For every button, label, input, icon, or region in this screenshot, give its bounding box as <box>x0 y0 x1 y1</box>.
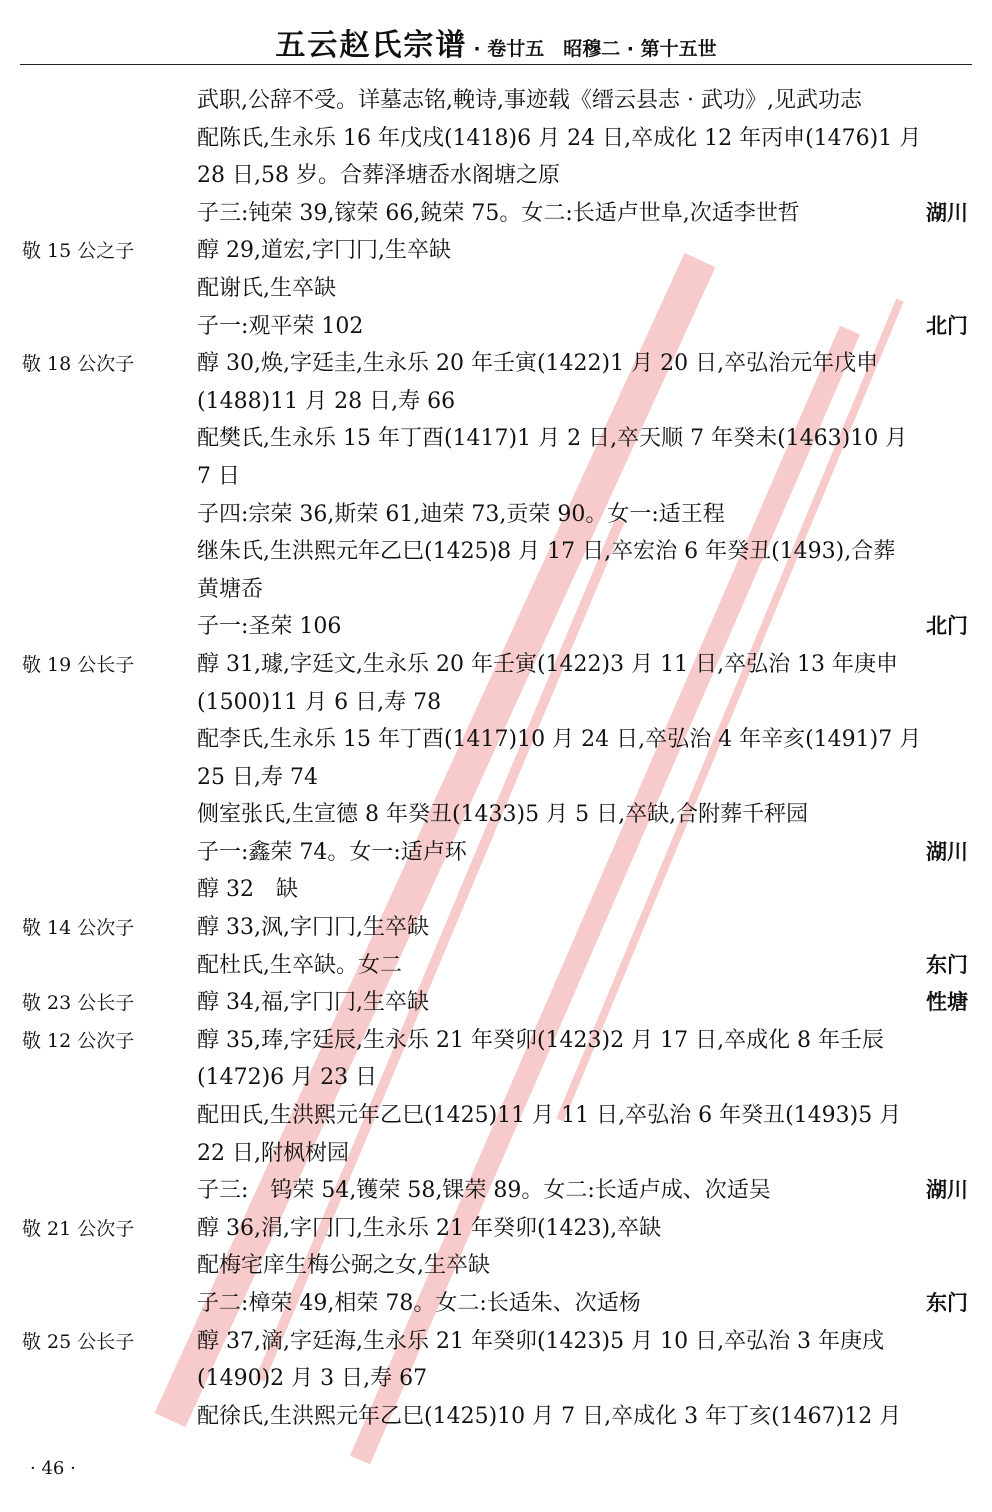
text-line <box>0 270 992 308</box>
text-line <box>0 1398 992 1436</box>
entry-text: 配徐氏,生洪熙元年乙巳(1425)10 月 7 日,卒成化 3 年丁亥(1467)12 月 <box>197 1403 902 1429</box>
residence-label: 湖川 <box>926 200 968 225</box>
residence-label: 北门 <box>926 313 968 338</box>
text-line <box>0 608 992 646</box>
text-line <box>0 458 992 496</box>
text-line <box>0 984 992 1022</box>
text-line <box>0 120 992 158</box>
residence-label: 东门 <box>926 952 968 977</box>
entry-text: 醇 33,沨,字冂冂,生卒缺 <box>197 915 429 941</box>
residence-label: 湖川 <box>926 1178 968 1203</box>
entry-text: 7 日 <box>197 463 240 489</box>
entry-text: 子三:钝荣 39,镓荣 66,鋴荣 75。女二:长适卢世阜,次适李世哲 <box>197 200 800 226</box>
text-line <box>0 533 992 571</box>
lineage-note: 敬 12 公次子 <box>22 1029 135 1052</box>
text-line <box>0 1097 992 1135</box>
lineage-note: 敬 23 公长子 <box>22 992 135 1015</box>
text-line <box>0 1135 992 1173</box>
entry-text: 配樊氏,生永乐 15 年丁酉(1417)1 月 2 日,卒天顺 7 年癸未(1463)10 月 <box>197 426 908 452</box>
entry-text: 醇 30,焕,字廷圭,生永乐 20 年壬寅(1422)1 月 20 日,卒弘治元年戊申 <box>197 351 879 377</box>
lineage-note: 敬 21 公次子 <box>22 1217 135 1240</box>
text-line <box>0 232 992 270</box>
book-title: 五云赵氏宗谱 <box>275 28 468 63</box>
entry-text: 醇 31,璩,字廷文,生永乐 20 年壬寅(1422)3 月 11 日,卒弘治 13 年庚申 <box>197 651 899 677</box>
text-line <box>0 195 992 233</box>
text-line <box>0 383 992 421</box>
text-line <box>0 1285 992 1323</box>
text-line <box>0 1247 992 1285</box>
text-line <box>0 1323 992 1361</box>
text-line <box>0 909 992 947</box>
entry-text: 28 日,58 岁。合葬泽塘岙水阁塘之原 <box>197 163 560 189</box>
genealogy-entries <box>0 82 992 1435</box>
entry-text: 配田氏,生洪熙元年乙巳(1425)11 月 11 日,卒弘治 6 年癸丑(1493)5 月 <box>197 1103 902 1129</box>
lineage-note: 敬 15 公之子 <box>22 240 135 263</box>
entry-text: 侧室张氏,生宣德 8 年癸丑(1433)5 月 5 日,卒缺,合附葬千秤园 <box>197 802 809 828</box>
text-line <box>0 82 992 120</box>
text-line <box>0 157 992 195</box>
text-line <box>0 496 992 534</box>
entry-text: 醇 36,涓,字冂冂,生永乐 21 年癸卯(1423),卒缺 <box>197 1215 662 1241</box>
page-number: · 46 · <box>30 1458 76 1479</box>
text-line <box>0 1059 992 1097</box>
lineage-note: 敬 18 公次子 <box>22 353 135 376</box>
entry-text: 子一:观平荣 102 <box>197 313 364 339</box>
text-line <box>0 721 992 759</box>
entry-text: (1500)11 月 6 日,寿 78 <box>197 689 442 715</box>
entry-text: 配陈氏,生永乐 16 年戊戌(1418)6 月 24 日,卒成化 12 年丙申(1476)1 月 <box>197 125 922 151</box>
volume-subtitle: · 卷廿五 昭穆二 · 第十五世 <box>473 38 717 60</box>
text-line <box>0 345 992 383</box>
text-line <box>0 1360 992 1398</box>
lineage-note: 敬 14 公次子 <box>22 917 135 940</box>
entry-text: 武职,公辞不受。详墓志铭,輓诗,事迹载《缙云县志 · 武功》,见武功志 <box>197 88 862 113</box>
entry-text: 醇 34,福,字冂冂,生卒缺 <box>197 990 429 1016</box>
entry-text: 子四:宗荣 36,斯荣 61,迪荣 73,贡荣 90。女一:适王程 <box>197 501 725 527</box>
text-line <box>0 1210 992 1248</box>
entry-text: (1488)11 月 28 日,寿 66 <box>197 388 456 414</box>
page-header <box>0 20 992 63</box>
entry-text: 25 日,寿 74 <box>197 764 318 790</box>
residence-label: 北门 <box>926 614 968 639</box>
entry-text: 醇 29,道宏,字冂冂,生卒缺 <box>197 238 451 264</box>
entry-text: 配谢氏,生卒缺 <box>197 275 336 301</box>
residence-label: 湖川 <box>926 839 968 864</box>
entry-text: 配梅宅庠生梅公弼之女,生卒缺 <box>197 1253 490 1279</box>
entry-text: 配李氏,生永乐 15 年丁酉(1417)10 月 24 日,卒弘治 4 年辛亥(1491)7 月 <box>197 727 922 753</box>
entry-text: (1472)6 月 23 日 <box>197 1065 378 1091</box>
entry-text: (1490)2 月 3 日,寿 67 <box>197 1366 428 1392</box>
text-line <box>0 571 992 609</box>
text-line <box>0 1172 992 1210</box>
entry-text: 醇 37,滴,字廷海,生永乐 21 年癸卯(1423)5 月 10 日,卒弘治 3 年庚戌 <box>197 1328 885 1354</box>
header-divider <box>20 64 972 65</box>
text-line <box>0 684 992 722</box>
entry-text: 子三: 钨荣 54,镬荣 58,锞荣 89。女二:长适卢成、次适吴 <box>197 1178 771 1204</box>
residence-label: 性塘 <box>926 990 968 1015</box>
text-line <box>0 308 992 346</box>
entry-text: 配杜氏,生卒缺。女二 <box>197 952 402 978</box>
lineage-note: 敬 19 公长子 <box>22 653 135 676</box>
entry-text: 22 日,附枫树园 <box>197 1140 349 1166</box>
text-line <box>0 796 992 834</box>
entry-text: 子一:圣荣 106 <box>197 614 342 640</box>
entry-text: 子二:樟荣 49,相荣 78。女二:长适朱、次适杨 <box>197 1291 641 1316</box>
entry-text: 醇 32 缺 <box>197 877 298 903</box>
entry-text: 继朱氏,生洪熙元年乙巳(1425)8 月 17 日,卒宏治 6 年癸丑(1493),合葬 <box>197 539 896 565</box>
entry-text: 黄塘岙 <box>197 576 264 602</box>
text-line <box>0 871 992 909</box>
residence-label: 东门 <box>926 1291 968 1315</box>
entry-text: 子一:鑫荣 74。女一:适卢环 <box>197 839 467 865</box>
text-line <box>0 420 992 458</box>
text-line <box>0 646 992 684</box>
text-line <box>0 947 992 985</box>
entry-text: 醇 35,琫,字廷辰,生永乐 21 年癸卯(1423)2 月 17 日,卒成化 8 年壬辰 <box>197 1027 885 1053</box>
lineage-note: 敬 25 公长子 <box>22 1330 135 1353</box>
text-line <box>0 759 992 797</box>
text-line <box>0 1022 992 1060</box>
text-line <box>0 834 992 872</box>
